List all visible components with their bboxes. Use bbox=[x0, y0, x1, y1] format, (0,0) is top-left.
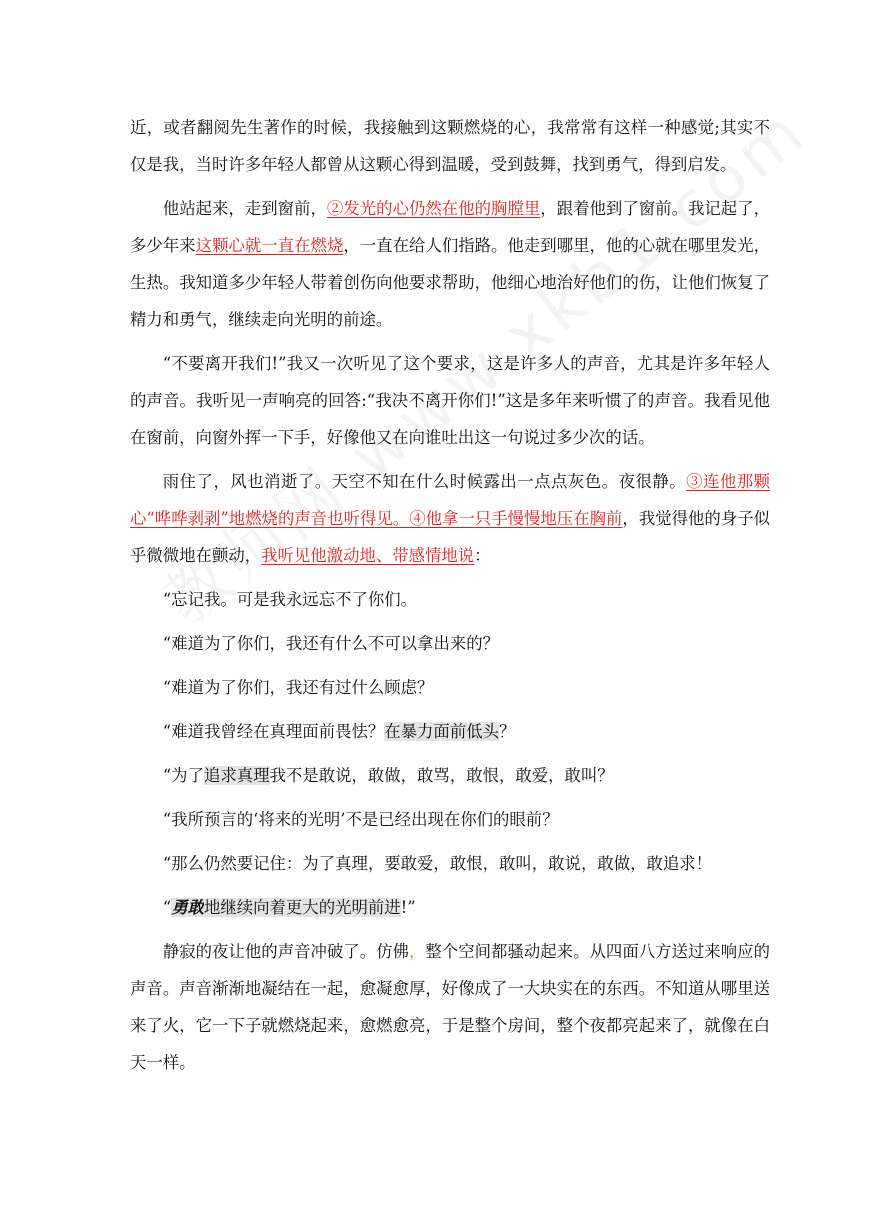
quote-line-3: “难道为了你们，我还有过什么顾虑？ bbox=[162, 678, 434, 697]
quote-line-5 bbox=[130, 757, 770, 794]
highlighted-phrase: 地继续向着更大的光明前进 bbox=[203, 898, 401, 917]
q8-text-a: “ bbox=[162, 898, 172, 917]
q8-text-d: !” bbox=[400, 898, 416, 917]
highlighted-phrase: 在暴力面前低头 bbox=[384, 722, 499, 741]
bold-word: 勇敢 bbox=[171, 898, 204, 917]
paragraph-4 bbox=[130, 463, 770, 574]
p5-text-c: 整个空间都骚动起来。从四面八方送过来响应的声音。声音渐渐地凝结在一起，愈凝愈厚，好像成了一大块实在的东西。不知道从哪里送来了火，它一下子就燃烧起来，愈燃愈亮，于是整个房间，整个夜都亮起来了，就像在白天一样。 bbox=[130, 942, 771, 1072]
quote-line-1: “忘记我。可是我永远忘不了你们。 bbox=[162, 590, 418, 609]
p4-text-a: 雨住了，风也消逝了。天空不知在什么时候露出一点点灰色。夜很静。 bbox=[162, 472, 687, 491]
quote-line-7: “那么仍然要记住：为了真理，要敢爱，敢恨，敢叫，敢说，敢做，敢追求！ bbox=[162, 854, 713, 873]
annotation-speaking: 我听见他激动地、带感情地说 bbox=[261, 546, 475, 565]
paragraph-1: 近，或者翻阅先生著作的时候，我接触到这颗燃烧的心，我常常有这样一种感觉;其实不仅是我，当时许多年轻人都曾从这颗心得到温暖，受到鼓舞，找到勇气，得到启发。 bbox=[130, 118, 770, 174]
highlighted-phrase: 追求真理 bbox=[203, 766, 270, 785]
p5-text-a: 静寂的夜让他的声音冲破了。仿佛 bbox=[162, 942, 409, 961]
q4-text-a: “难道我曾经在真理面前畏怯？ bbox=[162, 722, 385, 741]
paragraph-3: “不要离开我们!”我又一次听见了这个要求，这是许多人的声音，尤其是许多年轻人的声音。我听见一声响亮的回答:“我决不离开你们!”这是多年来听惯了的声音。我看见他在窗前，向窗外挥一下手，好像他又在向谁吐出这一句说过多少次的话。 bbox=[130, 354, 770, 447]
annotation-heart-burning: 这颗心就一直在燃烧 bbox=[195, 236, 344, 255]
q5-text-a: “为了 bbox=[162, 766, 204, 785]
annotation-3: ③连他那颗心“哗哗剥剥”地燃烧的声音也听得见。 bbox=[130, 472, 771, 528]
p4-text-d: ，我觉得他的身子似乎微微地在颤动， bbox=[130, 509, 771, 565]
p5-comma: ， bbox=[408, 942, 426, 961]
p2-text-a: 他站起来，走到窗前， bbox=[162, 199, 327, 218]
q4-text-c: ？ bbox=[499, 722, 516, 741]
q5-text-c: 我不是敢说，敢做，敢骂，敢恨，敢爱，敢叫？ bbox=[269, 766, 614, 785]
quote-line-8 bbox=[130, 889, 770, 926]
annotation-2: ②发光的心仍然在他的胸膛里 bbox=[326, 199, 541, 218]
annotation-4: ④他拿一只手慢慢地压在胸前 bbox=[409, 509, 623, 528]
quote-line-6: “我所预言的‘将来的光明’不是已经出现在你们的眼前？ bbox=[162, 810, 559, 829]
quote-line-4 bbox=[130, 713, 770, 750]
p4-text-f: ： bbox=[474, 546, 491, 565]
paragraph-2 bbox=[130, 190, 770, 338]
paragraph-5 bbox=[130, 933, 770, 1081]
quote-line-2: “难道为了你们，我还有什么不可以拿出来的？ bbox=[162, 634, 499, 653]
article-body bbox=[130, 109, 770, 1088]
p2-text-c: ，跟着他到了窗前。我记起了，多少年来 bbox=[130, 199, 771, 255]
p2-text-e: ，一直在给人们指路。他走到哪里，他的心就在哪里发光，生热。我知道多少年轻人带着创伤向他要求帮助，他细心地治好他们的伤，让他们恢复了精力和勇气，继续走向光明的前途。 bbox=[130, 236, 771, 329]
